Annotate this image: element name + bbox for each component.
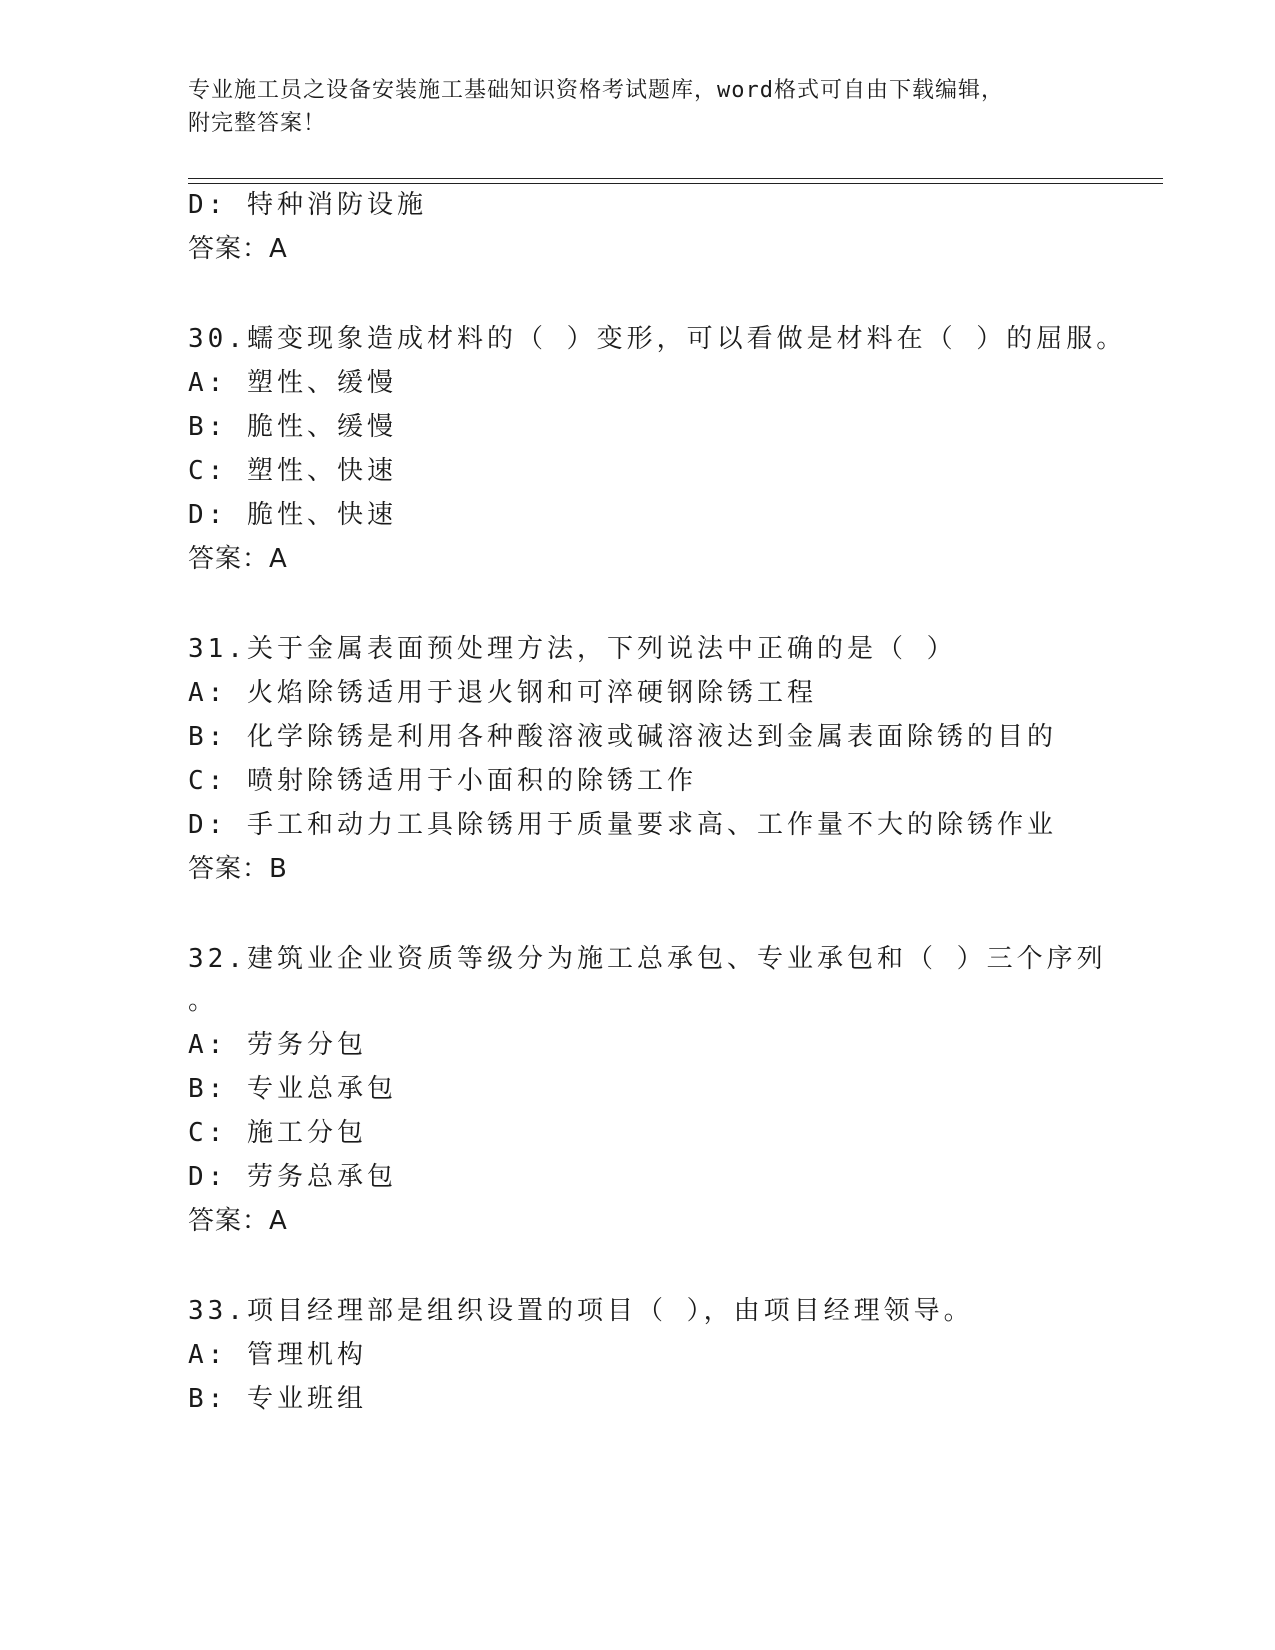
header-line-1: 专业施工员之设备安装施工基础知识资格考试题库，word格式可自由下载编辑， [188,78,1004,103]
question-33-option-b: B: 专业班组 [188,1384,367,1414]
question-30-answer: 答案：A [188,544,288,574]
header-line-2: 附完整答案！ [188,111,327,136]
question-33-option-a: A: 管理机构 [188,1340,367,1370]
question-31-option-b: B: 化学除锈是利用各种酸溶液或碱溶液达到金属表面除锈的目的 [188,722,1057,752]
document-header [188,74,1088,140]
header-divider-bottom [188,183,1163,184]
question-31-answer: 答案：B [188,854,288,884]
question-31-option-d: D: 手工和动力工具除锈用于质量要求高、工作量不大的除锈作业 [188,810,1057,840]
question-32-option-b: B: 专业总承包 [188,1074,397,1104]
header-divider-top [188,178,1163,179]
question-30-option-d: D: 脆性、快速 [188,500,397,530]
question-32-option-a: A: 劳务分包 [188,1030,367,1060]
question-32-answer: 答案：A [188,1206,288,1236]
question-32-stem: 32.建筑业企业资质等级分为施工总承包、专业承包和（ ）三个序列 [188,944,1107,974]
answer: 答案：A [188,234,288,264]
question-32-stem-continuation: 。 [188,986,219,1016]
question-31-option-c: C: 喷射除锈适用于小面积的除锈工作 [188,766,697,796]
question-30-option-b: B: 脆性、缓慢 [188,412,397,442]
question-31-stem: 31.关于金属表面预处理方法，下列说法中正确的是（ ） [188,634,957,664]
question-31-option-a: A: 火焰除锈适用于退火钢和可淬硬钢除锈工程 [188,678,817,708]
question-33-stem: 33.项目经理部是组织设置的项目（ ），由项目经理领导。 [188,1296,974,1326]
question-30-stem: 30.蠕变现象造成材料的（ ）变形，可以看做是材料在（ ）的屈服。 [188,324,1127,354]
option-d: D: 特种消防设施 [188,190,427,220]
question-30-option-c: C: 塑性、快速 [188,456,397,486]
question-32-option-d: D: 劳务总承包 [188,1162,397,1192]
question-30-option-a: A: 塑性、缓慢 [188,368,397,398]
question-32-option-c: C: 施工分包 [188,1118,367,1148]
